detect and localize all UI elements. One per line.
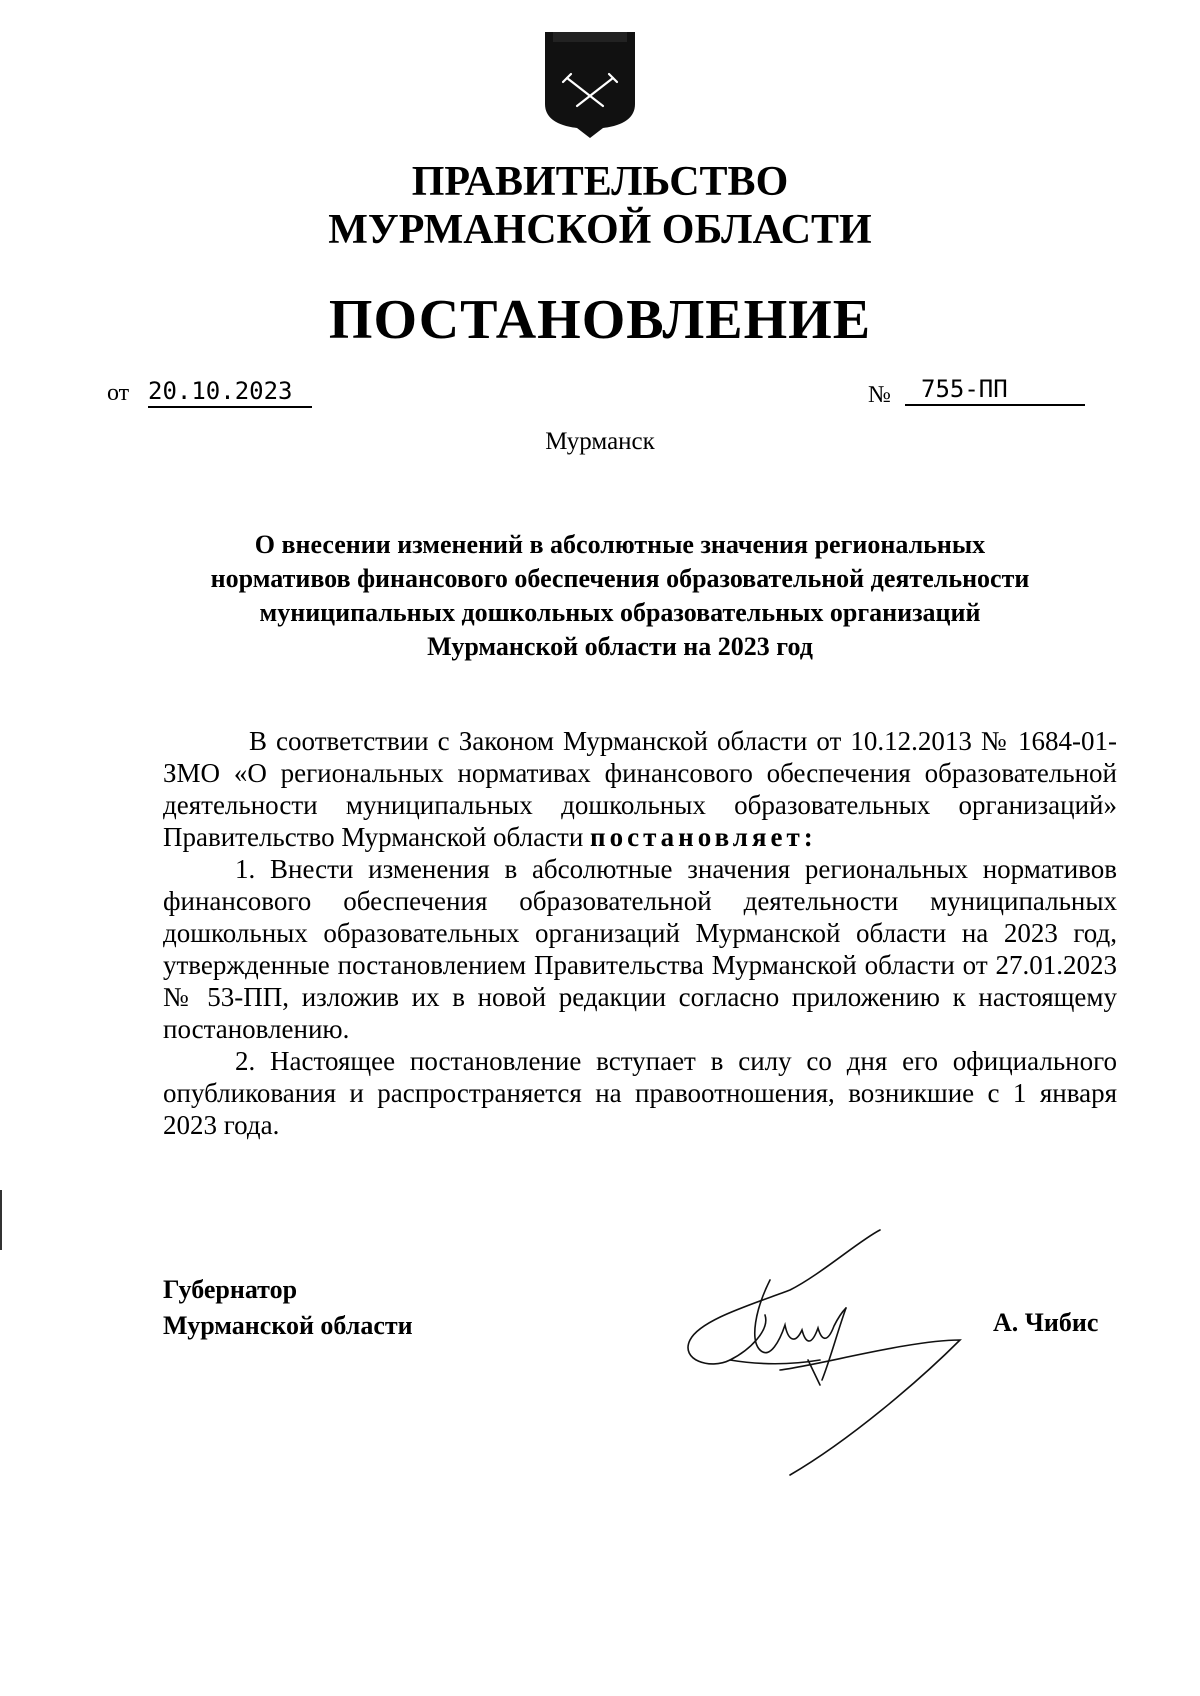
document-type: ПОСТАНОВЛЕНИЕ — [328, 289, 872, 351]
preamble-paragraph — [163, 725, 1117, 853]
coat-of-arms-icon — [545, 32, 635, 138]
clause-2: 2. Настоящее постановление вступает в силу со дня его официального опубликования и распространяется на правоотношения, возникшие с 1 января 2023 года. — [163, 1046, 1117, 1140]
handwritten-signature — [670, 1220, 990, 1490]
title-line: О внесении изменений в абсолютные значения региональных — [254, 530, 986, 559]
date-label: от — [107, 380, 130, 406]
document-date: 20.10.2023 — [148, 376, 312, 408]
document-title — [160, 528, 1080, 664]
title-line: нормативов финансового обеспечения образовательной деятельности — [210, 564, 1030, 593]
signatory-name: А. Чибис — [993, 1308, 1099, 1337]
number-label: № — [868, 382, 891, 408]
position-line1: Губернатор — [163, 1275, 298, 1304]
document-number: 755-ПП — [905, 374, 1085, 406]
decree-word: постановляет: — [590, 822, 817, 852]
government-name-line1: ПРАВИТЕЛЬСТВО — [411, 159, 789, 205]
signatory-position — [163, 1272, 413, 1344]
scan-edge-mark — [0, 1190, 3, 1310]
document-body — [163, 725, 1117, 1141]
government-name-line2: МУРМАНСКОЙ ОБЛАСТИ — [328, 207, 872, 253]
clause-1: 1. Внести изменения в абсолютные значения региональных нормативов финансового обеспечения образовательной деятельности муниципальных дошкольных образовательных организаций Мурманской области на 2023 год, утвержденные постановлением Правительства Мурманской области от 27.01.2023 № 53-ПП, изложив их в новой редакции согласно приложению к настоящему постановлению. — [163, 854, 1117, 1044]
position-line2: Мурманской области — [163, 1311, 413, 1340]
city: Мурманск — [545, 428, 655, 455]
title-line: муниципальных дошкольных образовательных организаций — [259, 598, 981, 627]
preamble-text: В соответствии с Законом Мурманской области от 10.12.2013 № 1684-01-ЗМО «О региональных нормативах финансового обеспечения образовательной деятельности муниципальных дошкольных образовательных организаций» Правительство Мурманской области — [163, 726, 1117, 852]
title-line: Мурманской области на 2023 год — [427, 632, 813, 661]
